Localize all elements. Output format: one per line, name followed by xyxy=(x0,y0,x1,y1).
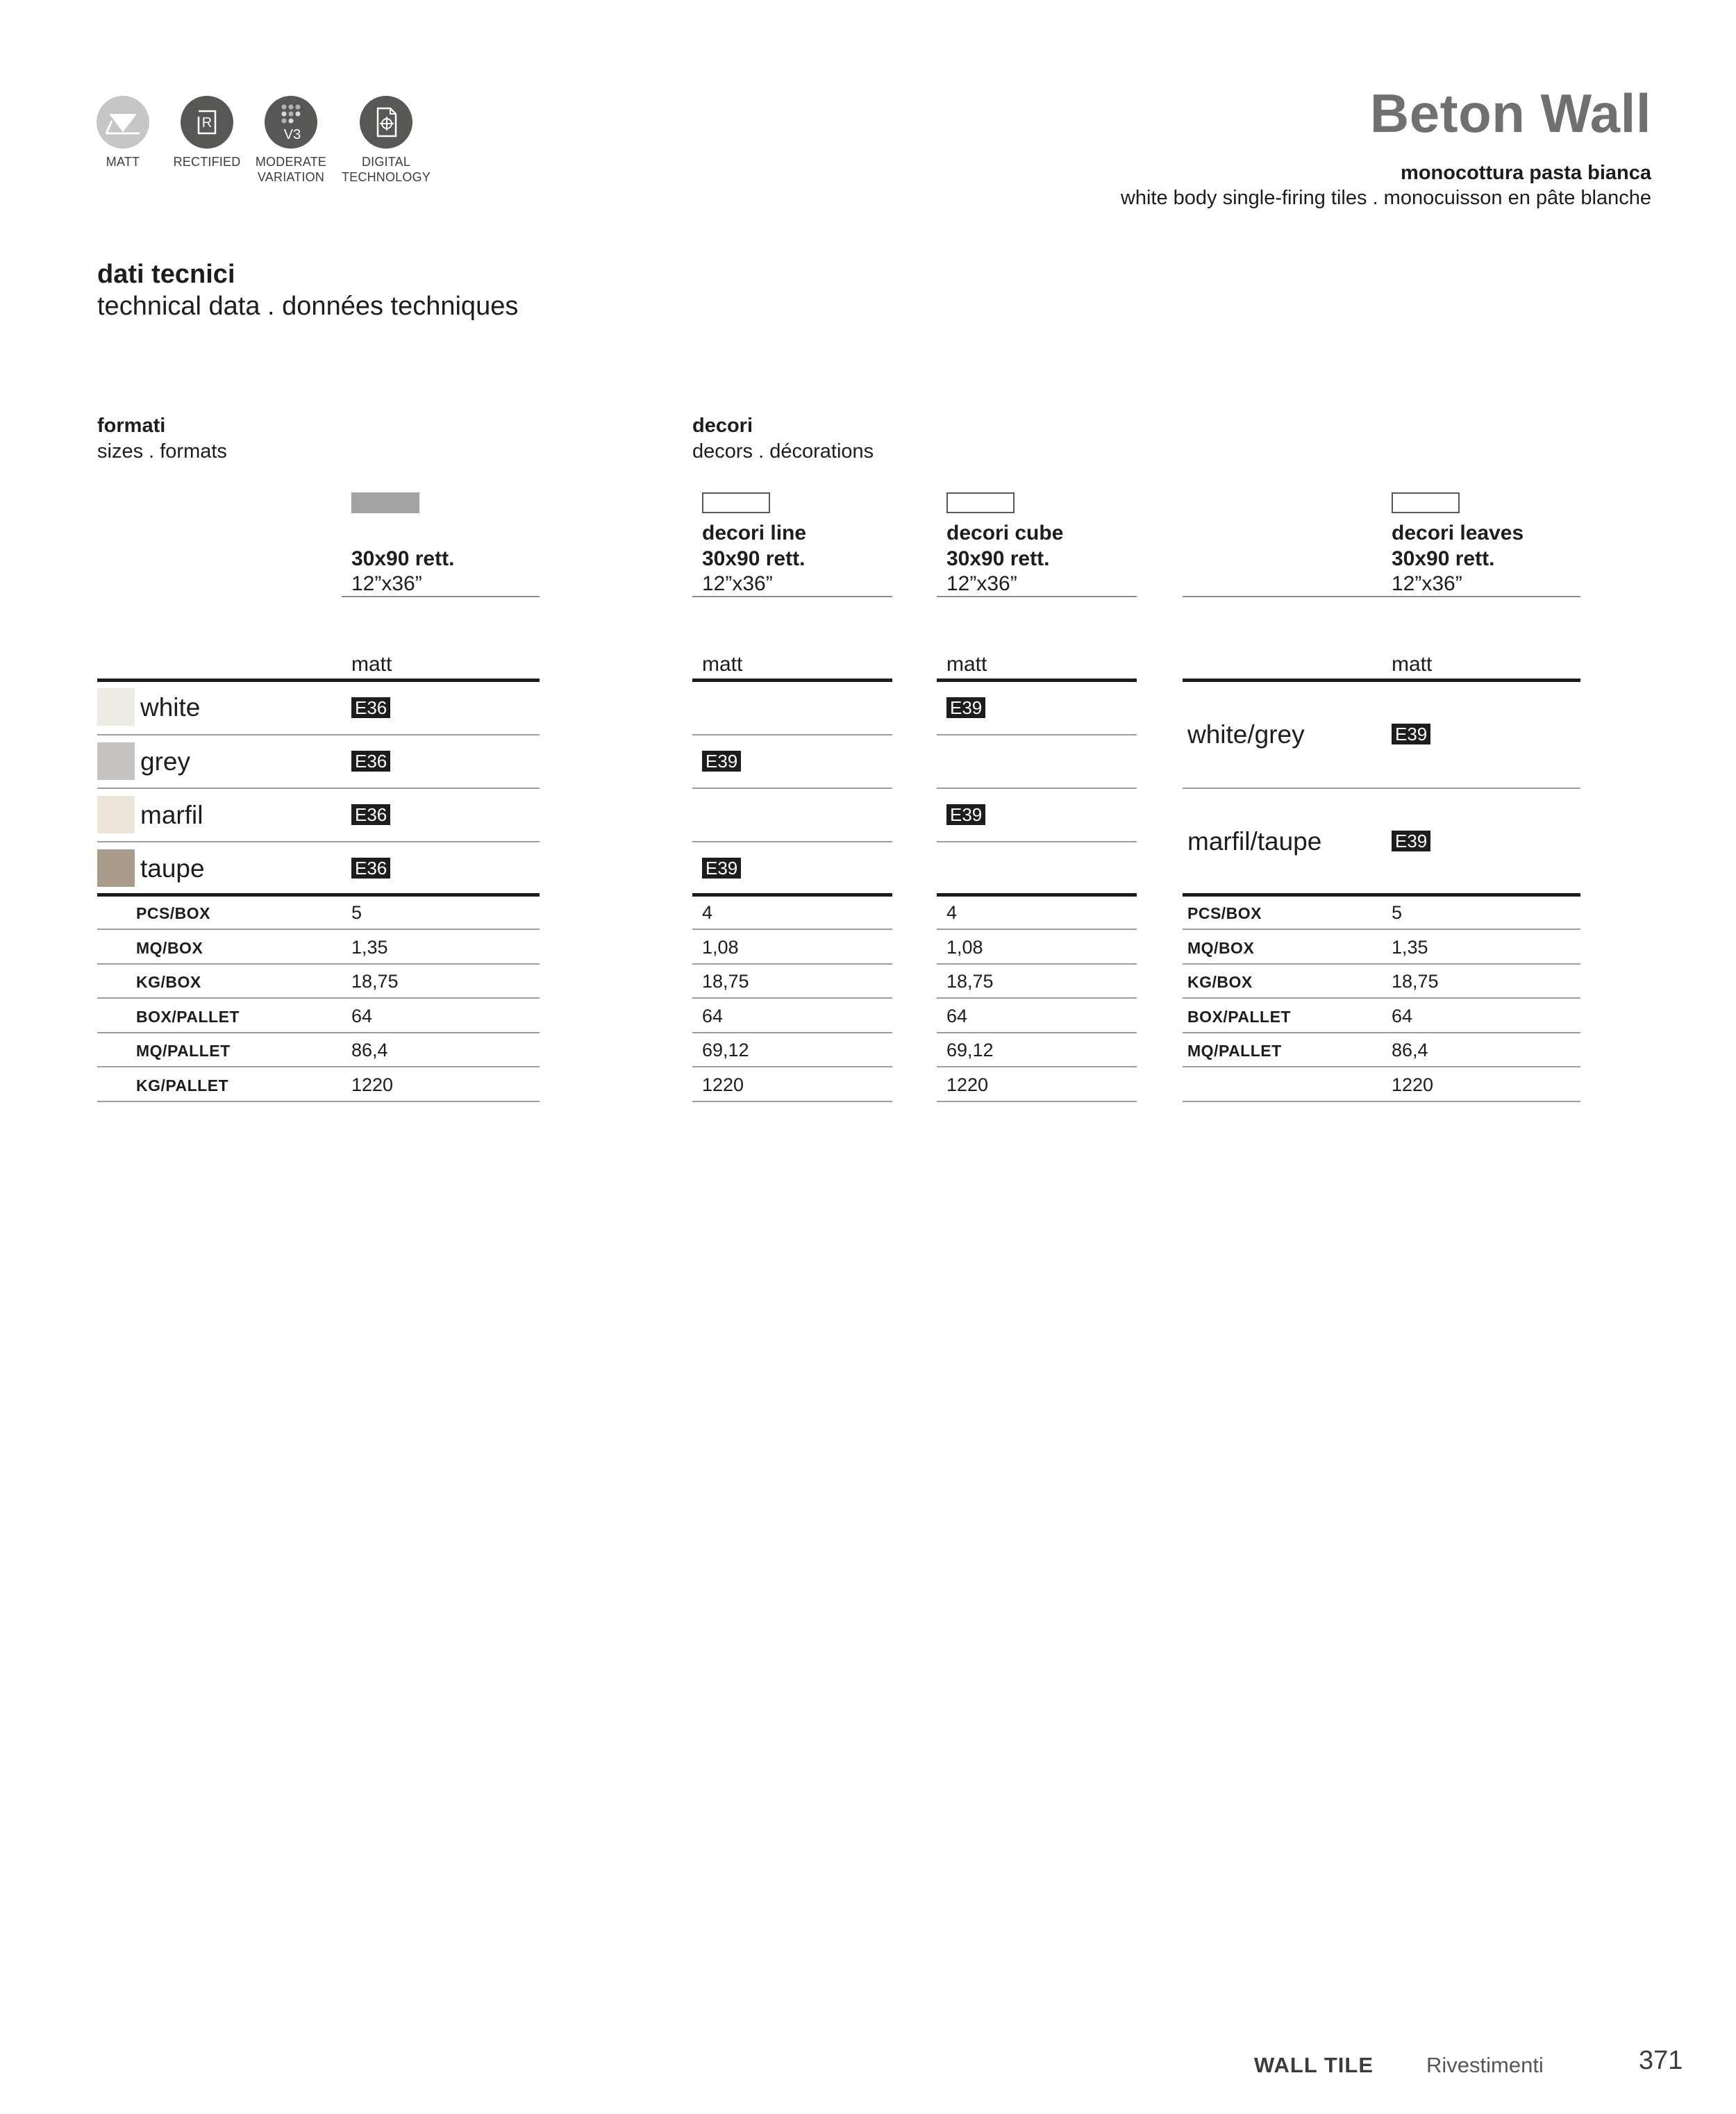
code-badge: E39 xyxy=(702,751,741,772)
spec-value: 1220 xyxy=(351,1074,394,1095)
divider xyxy=(937,1032,1137,1033)
decori-line-finish: matt xyxy=(702,653,743,676)
divider xyxy=(1183,679,1580,682)
page-number: 371 xyxy=(1639,2046,1683,2075)
divider xyxy=(937,963,1137,965)
divider xyxy=(1183,963,1580,965)
spec-value: 1,35 xyxy=(1392,937,1428,958)
marfil-swatch xyxy=(97,796,135,833)
divider xyxy=(97,893,540,897)
code-badge: E39 xyxy=(946,697,985,718)
spec-label: MQ/BOX xyxy=(136,939,203,957)
decori-subtitle: decors . décorations xyxy=(692,440,874,463)
color-grey: grey xyxy=(140,747,190,776)
decori-title: decori xyxy=(692,415,753,437)
rectified-label: RECTIFIED xyxy=(173,155,241,169)
spec-value: 18,75 xyxy=(351,971,399,992)
divider xyxy=(1183,929,1580,930)
divider xyxy=(692,1101,892,1102)
spec-label: KG/BOX xyxy=(136,973,201,991)
spec-label: PCS/BOX xyxy=(136,904,211,922)
variation-glyph: V3 xyxy=(283,127,301,142)
code-badge: E36 xyxy=(351,858,390,879)
divider xyxy=(97,1032,540,1033)
footer-category-italian: Rivestimenti xyxy=(1426,2053,1544,2077)
code-badge: E36 xyxy=(351,804,390,825)
divider xyxy=(97,929,540,930)
digital-technology-label-2: TECHNOLOGY xyxy=(341,170,431,184)
divider xyxy=(937,997,1137,999)
decori-line-size-inch: 12”x36” xyxy=(702,572,773,595)
color-marfil: marfil xyxy=(140,801,203,829)
leaves-row-marfil-taupe: marfil/taupe xyxy=(1187,827,1322,856)
spec-value: 64 xyxy=(351,1006,373,1026)
white-swatch xyxy=(97,688,135,726)
formati-finish: matt xyxy=(351,653,392,676)
section-subtitle: technical data . données techniques xyxy=(97,292,519,321)
code-badge: E36 xyxy=(351,697,390,718)
divider xyxy=(97,788,540,789)
divider xyxy=(692,734,892,735)
divider xyxy=(1183,596,1580,597)
divider xyxy=(937,893,1137,897)
divider xyxy=(937,596,1137,597)
spec-value: 1220 xyxy=(702,1074,744,1095)
moderate-variation-label-2: VARIATION xyxy=(257,170,325,184)
divider xyxy=(937,788,1137,789)
decori-leaves-size-inch: 12”x36” xyxy=(1392,572,1462,595)
divider xyxy=(1183,1032,1580,1033)
spec-label: BOX/PALLET xyxy=(1187,1008,1291,1026)
divider xyxy=(937,929,1137,930)
subtitle-italian: monocottura pasta bianca xyxy=(1401,162,1651,184)
page-title: Beton Wall xyxy=(1369,83,1651,144)
spec-value: 4 xyxy=(702,902,713,923)
divider xyxy=(1183,788,1580,789)
taupe-swatch xyxy=(97,849,135,887)
spec-value: 18,75 xyxy=(702,971,749,992)
rectified-badge xyxy=(172,96,242,169)
spec-label: KG/BOX xyxy=(1187,973,1253,991)
section-title: dati tecnici xyxy=(97,260,235,289)
divider xyxy=(692,963,892,965)
spec-label: BOX/PALLET xyxy=(136,1008,240,1026)
digital-technology-label-1: DIGITAL xyxy=(361,155,411,169)
rectified-icon xyxy=(181,96,233,149)
decori-cube-name: decori cube xyxy=(946,522,1064,544)
decori-line-size: 30x90 rett. xyxy=(702,547,806,570)
divider xyxy=(1183,1066,1580,1067)
divider xyxy=(97,1101,540,1102)
divider xyxy=(692,997,892,999)
divider xyxy=(937,734,1137,735)
spec-value: 64 xyxy=(946,1006,968,1026)
matt-badge xyxy=(94,96,151,169)
code-badge: E39 xyxy=(946,804,985,825)
spec-value: 86,4 xyxy=(1392,1040,1428,1060)
decori-cube-swatch xyxy=(946,492,1015,513)
decori-leaves-swatch xyxy=(1392,492,1460,513)
divider xyxy=(1183,893,1580,897)
code-badge: E39 xyxy=(1392,724,1430,744)
moderate-variation-label-1: MODERATE xyxy=(255,155,327,169)
divider xyxy=(1183,1101,1580,1102)
formati-title: formati xyxy=(97,415,166,437)
divider xyxy=(937,1066,1137,1067)
spec-value: 1,08 xyxy=(702,937,739,958)
spec-value: 18,75 xyxy=(1392,971,1439,992)
formati-size-inch: 12”x36” xyxy=(351,572,422,595)
spec-value: 64 xyxy=(702,1006,724,1026)
spec-value: 69,12 xyxy=(946,1040,994,1060)
divider xyxy=(692,679,892,682)
divider xyxy=(692,841,892,842)
code-badge: E36 xyxy=(351,751,390,772)
decori-line-swatch xyxy=(702,492,770,513)
divider xyxy=(692,1032,892,1033)
divider xyxy=(937,841,1137,842)
spec-value: 1220 xyxy=(946,1074,989,1095)
spec-value: 86,4 xyxy=(351,1040,388,1060)
decori-cube-finish: matt xyxy=(946,653,987,676)
spec-value: 5 xyxy=(1392,902,1403,923)
divider xyxy=(97,734,540,735)
matt-icon xyxy=(97,96,149,149)
spec-value: 1,08 xyxy=(946,937,983,958)
spec-value: 18,75 xyxy=(946,971,994,992)
formati-size: 30x90 rett. xyxy=(351,547,455,570)
divider xyxy=(692,893,892,897)
leaves-row-white-grey: white/grey xyxy=(1187,720,1305,749)
divider xyxy=(937,679,1137,682)
digital-technology-icon xyxy=(360,96,412,149)
divider xyxy=(692,1066,892,1067)
color-taupe: taupe xyxy=(140,854,205,883)
grey-swatch xyxy=(97,742,135,780)
moderate-variation-badge xyxy=(251,96,331,185)
formati-subtitle: sizes . formats xyxy=(97,440,227,463)
decori-cube-size: 30x90 rett. xyxy=(946,547,1050,570)
spec-label: MQ/PALLET xyxy=(1187,1042,1282,1060)
decori-leaves-finish: matt xyxy=(1392,653,1433,676)
spec-value: 1220 xyxy=(1392,1074,1434,1095)
divider xyxy=(97,679,540,682)
divider xyxy=(97,963,540,965)
decori-leaves-size: 30x90 rett. xyxy=(1392,547,1495,570)
spec-value: 4 xyxy=(946,902,958,923)
moderate-variation-icon xyxy=(265,96,317,149)
decori-leaves-name: decori leaves xyxy=(1392,522,1524,544)
divider xyxy=(692,788,892,789)
divider xyxy=(97,1066,540,1067)
rectified-glyph: R xyxy=(201,115,212,131)
footer-category: WALL TILE xyxy=(1254,2053,1374,2077)
spec-value: 1,35 xyxy=(351,937,388,958)
color-white: white xyxy=(140,693,201,722)
spec-label: KG/PALLET xyxy=(136,1076,229,1095)
code-badge: E39 xyxy=(1392,831,1430,851)
matt-label: MATT xyxy=(106,155,140,169)
digital-technology-badge xyxy=(339,96,433,185)
spec-value: 64 xyxy=(1392,1006,1413,1026)
decori-line-name: decori line xyxy=(702,522,807,544)
spec-label: MQ/BOX xyxy=(1187,939,1255,957)
divider xyxy=(692,596,892,597)
spec-label: MQ/PALLET xyxy=(136,1042,231,1060)
divider xyxy=(692,929,892,930)
spec-value: 69,12 xyxy=(702,1040,749,1060)
subtitle-english-french: white body single-firing tiles . monocuisson en pâte blanche xyxy=(1120,187,1651,209)
divider xyxy=(1183,997,1580,999)
spec-label: PCS/BOX xyxy=(1187,904,1262,922)
divider xyxy=(342,596,540,597)
divider xyxy=(97,997,540,999)
spec-value: 5 xyxy=(351,902,362,923)
size-swatch xyxy=(351,492,419,513)
code-badge: E39 xyxy=(702,858,741,879)
divider xyxy=(97,841,540,842)
divider xyxy=(937,1101,1137,1102)
decori-cube-size-inch: 12”x36” xyxy=(946,572,1017,595)
